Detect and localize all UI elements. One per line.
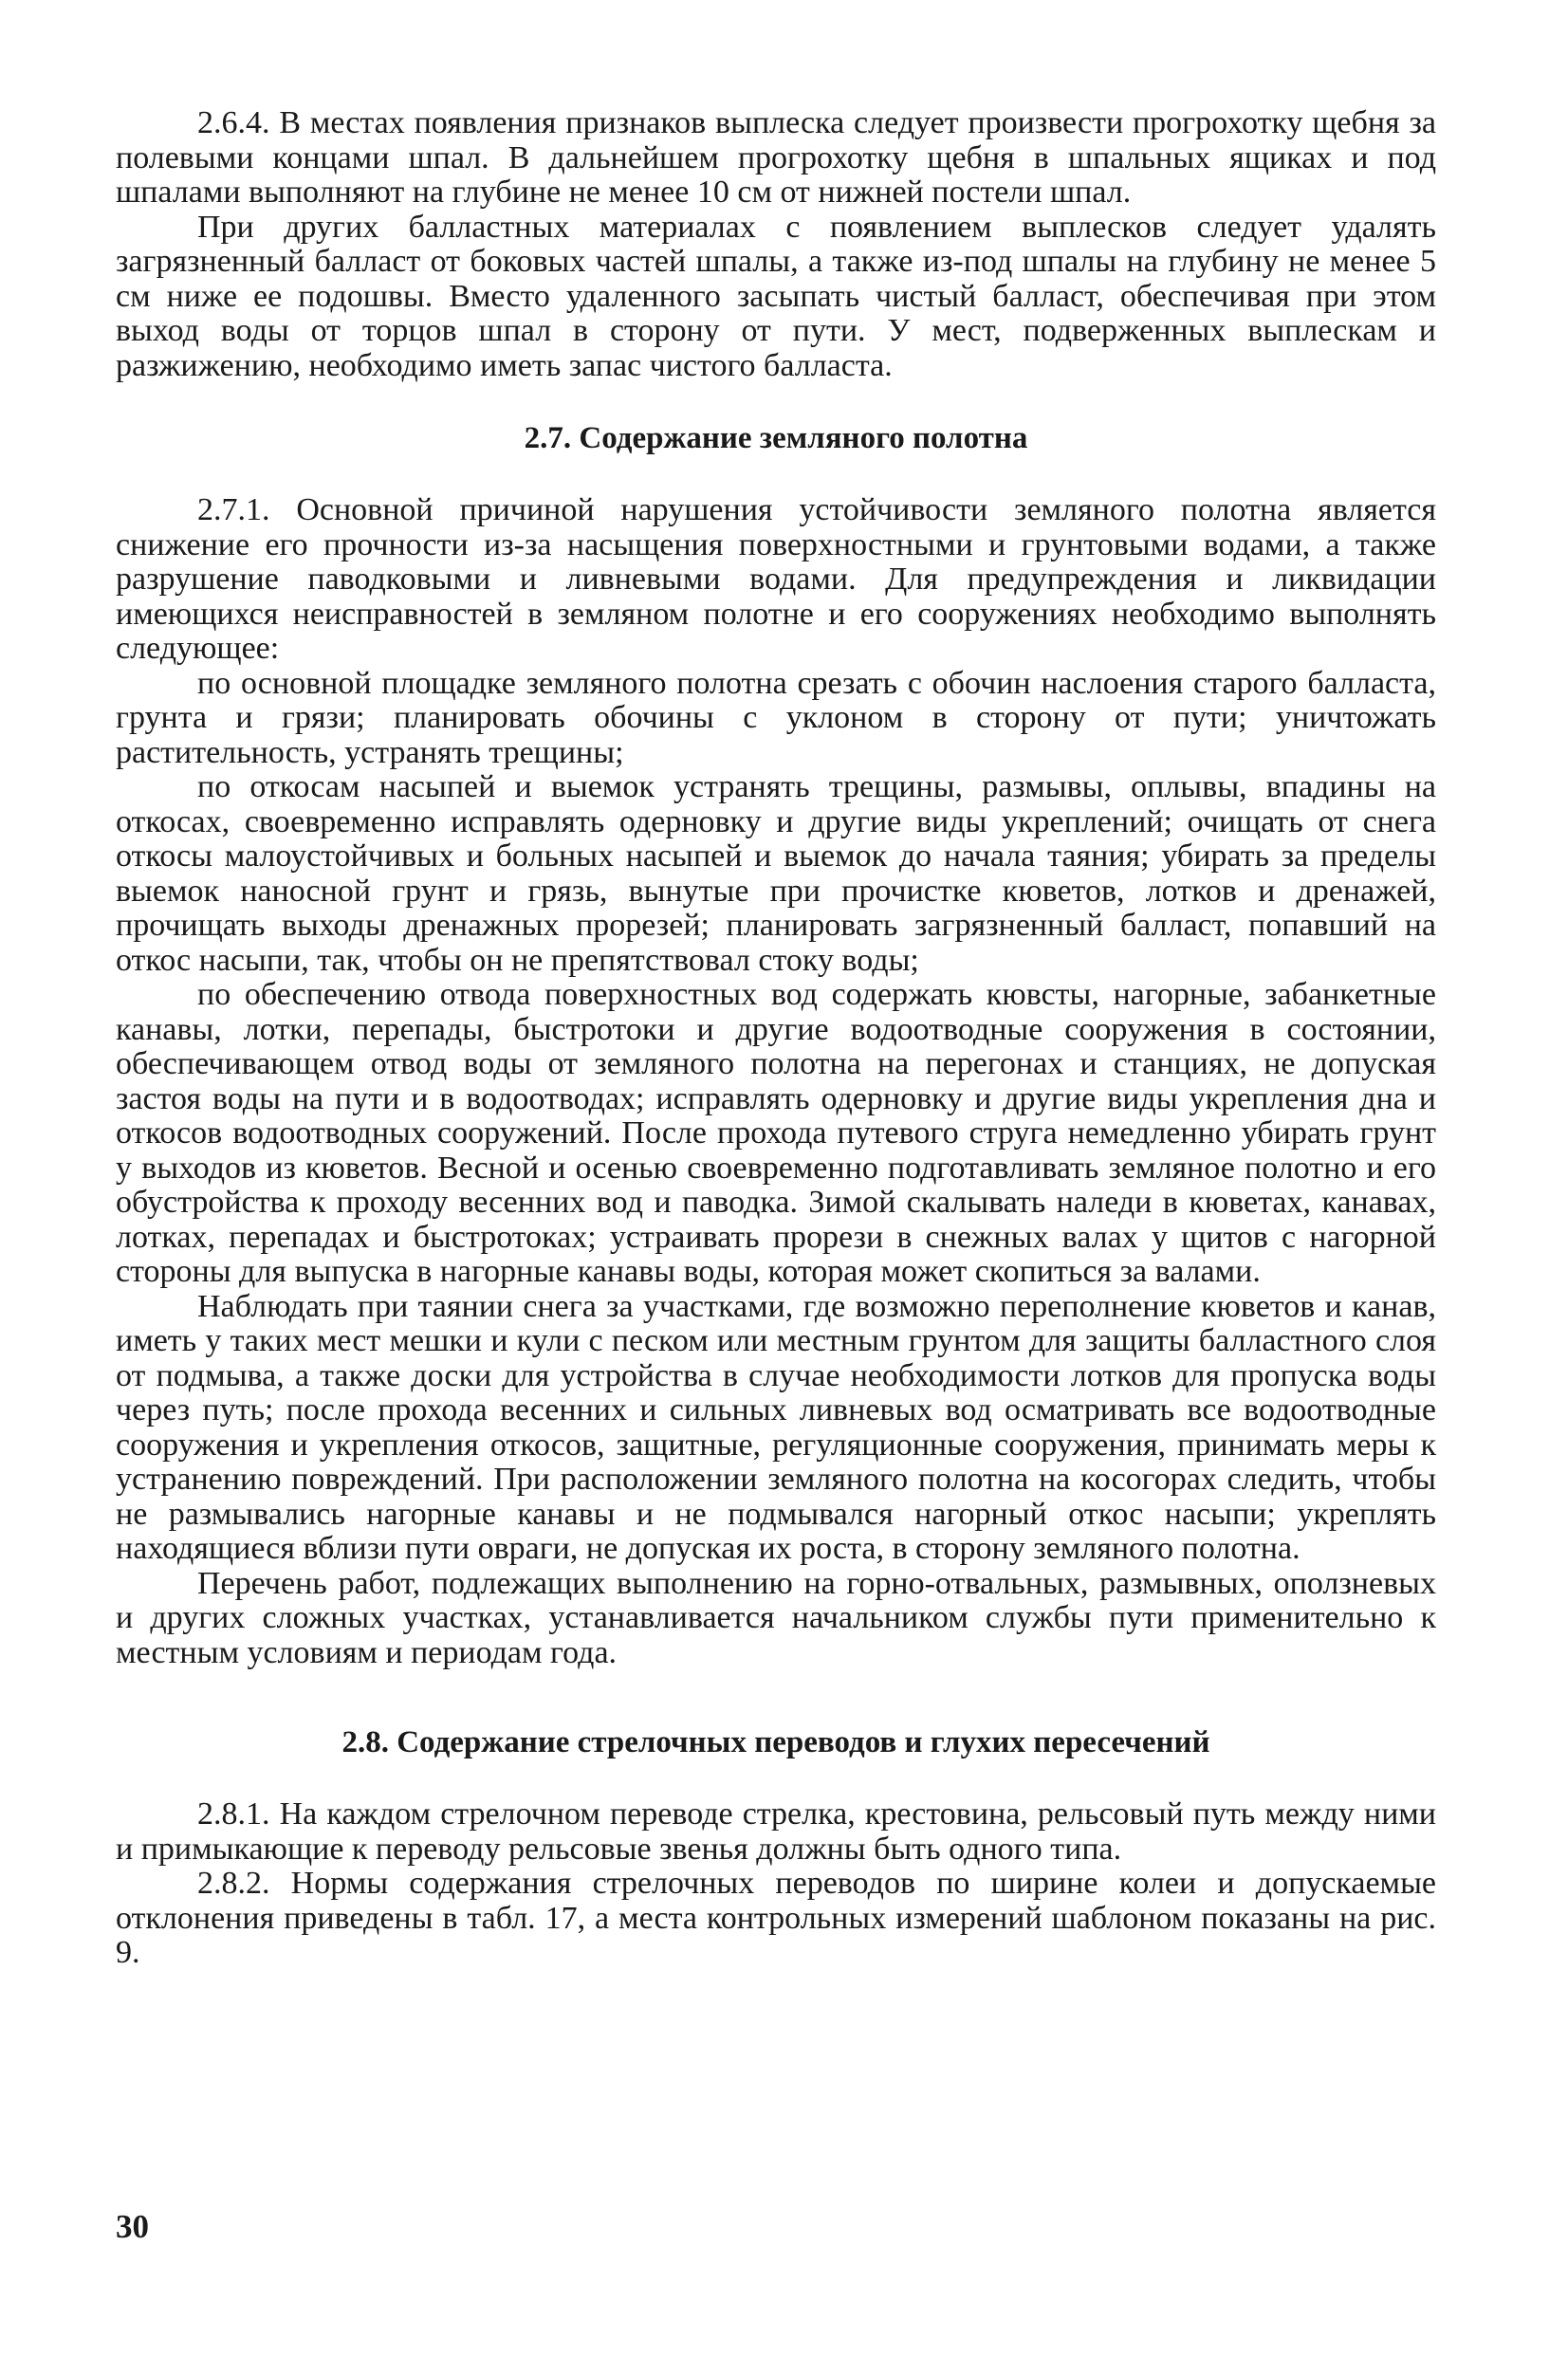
- paragraph-2-7-1-item-3: по обеспечению отвода поверхностных вод содержать кювсты, нагорные, забанкетные канавы, лотки, перепады, быстротоки и другие водоотводные сооружения в состоянии, обеспечивающем отвод воды от земляного полотна на перегонах и станциях, не допуская застоя воды на пути и в водоотводах; исправлять одерновку и другие виды укрепления дна и откосов водоотводных сооружений. После прохода путевого струга немедленно убирать грунт у выходов из кюветов. Весной и осенью своевременно подготавливать земляное полотно и его обустройства к проходу весенних вод и паводка. Зимой скалывать наледи в кюветах, канавах, лотках, перепадах и быстротоках; устраивать прорези в снежных валах у щитов с нагорной стороны для выпуска в нагорные канавы воды, которая может скопиться за валами.: [116, 977, 1436, 1289]
- paragraph-2-8-1: 2.8.1. На каждом стрелочном переводе стрелка, крестовина, рельсовый путь между ними и примыкающие к переводу рельсовые звенья должны быть одного типа.: [116, 1796, 1436, 1867]
- section-heading-2-8: 2.8. Содержание стрелочных переводов и глухих пересечений: [341, 1725, 1210, 1759]
- paragraph-2-7-1-item-4: Наблюдать при таянии снега за участками, где возможно переполнение кюветов и канав, иметь у таких мест мешки и кули с песком или местным грунтом для защиты балластного слоя от подмыва, а также доски для устройства в случае необходимости лотков для пропуска воды через путь; после прохода весенних и сильных ливневых вод осматривать все водоотводные сооружения и укрепления откосов, защитные, регуляционные сооружения, принимать меры к устранению повреждений. При расположении земляного полотна на косогорах следить, чтобы не размывались нагорные канавы и не подмывался нагорный откос насыпи; укреплять находящиеся вблизи пути овраги, не допуская их роста, в сторону земляного полотна.: [116, 1288, 1436, 1566]
- paragraph-2-7-1-item-2: по откосам насыпей и выемок устранять трещины, размывы, оплывы, впадины на откосах, своевременно исправлять одерновку и другие виды укреплений; очищать от снега откосы малоустойчивых и больных насыпей и выемок до начала таяния; убирать за пределы выемок наносной грунт и грязь, вынутые при прочистке кюветов, лотков и дренажей, прочищать выходы дренажных прорезей; планировать загрязненный балласт, попавший на откос насыпи, так, чтобы он не препятствовал стоку воды;: [116, 769, 1436, 978]
- paragraph-2-6-4: 2.6.4. В местах появления признаков выплеска следует произвести прогрохотку щебня за полевыми концами шпал. В дальнейшем прогрохотку щебня в шпальных ящиках и под шпалами выполняют на глубине не менее 10 см от нижней постели шпал.: [116, 105, 1436, 210]
- section-heading-2-7: 2.7. Содержание земляного полотна: [524, 421, 1028, 455]
- paragraph-2-7-1-item-1: по основной площадке земляного полотна срезать с обочин наслоения старого балласта, грунта и грязи; планировать обочины с уклоном в сторону от пути; уничтожать растительность, устранять трещины;: [116, 665, 1436, 770]
- paragraph-2-8-2: 2.8.2. Нормы содержания стрелочных переводов по ширине колеи и допускаемые отклонения приведены в табл. 17, а места контрольных измерений шаблоном показаны на рис. 9.: [116, 1866, 1436, 1970]
- paragraph-2-6-4-cont: При других балластных материалах с появлением выплесков следует удалять загрязненный балласт от боковых частей шпалы, а также из-под шпалы на глубину не менее 5 см ниже ее подошвы. Вместо удаленного засыпать чистый балласт, обеспечивая при этом выход воды от торцов шпал в сторону от пути. У мест, подверженных выплескам и разжижению, необходимо иметь запас чистого балласта.: [116, 209, 1436, 383]
- text-column: [116, 106, 1436, 1971]
- page-number: 30: [116, 2208, 149, 2245]
- paragraph-2-7-1-item-5: Перечень работ, подлежащих выполнению на горно-отвальных, размывных, оползневых и других сложных участках, устанавливается начальником службы пути применительно к местным условиям и периодам года.: [116, 1565, 1436, 1670]
- paragraph-2-7-1: 2.7.1. Основной причиной нарушения устойчивости земляного полотна является снижение его прочности из-за насыщения поверхностными и грунтовыми водами, а также разрушение паводковыми и ливневыми водами. Для предупреждения и ликвидации имеющихся неисправностей в земляном полотне и его сооружениях необходимо выполнять следующее:: [116, 492, 1436, 666]
